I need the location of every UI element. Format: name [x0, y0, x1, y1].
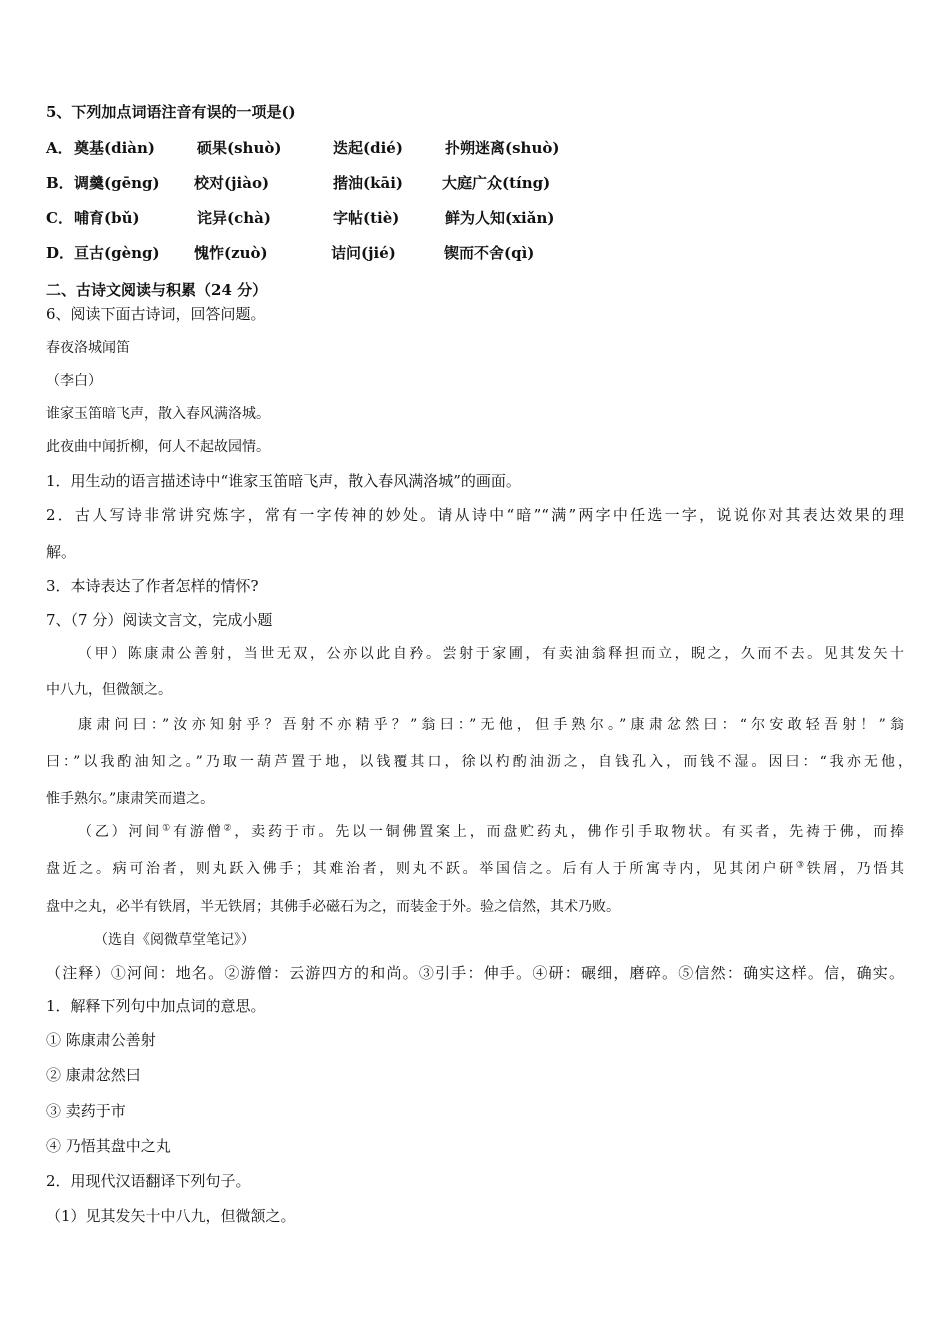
option-item: 奠基(diàn) [74, 139, 156, 157]
option-letter: D． [46, 244, 75, 262]
footnote-marker: ③ [795, 860, 807, 871]
passage-text: 铁屑，乃悟其 [806, 861, 904, 877]
poem-title: 春夜洛城闻笛 [46, 340, 130, 356]
passage-jia: 康肃问曰：”汝亦知射乎？吾射不亦精乎？”翁曰：”无他，但手熟尔。”康肃忿然曰：“尔安敢轻吾射！”翁 [78, 717, 904, 733]
passage-text: （乙）河间 [78, 824, 163, 840]
section-title: 二、古诗文阅读与积累（24 分） [46, 281, 268, 299]
option-item: 字帖(tiè) [333, 209, 400, 227]
option-item: 亘古(gèng) [74, 244, 160, 262]
option-letter: C． [46, 209, 73, 227]
q7-sub2: 2．用现代汉语翻译下列句子。 [46, 1172, 251, 1190]
footnote-marker: ② [223, 823, 235, 834]
q7-sub1-item: ④ 乃悟其盘中之丸 [46, 1137, 171, 1155]
option-item: 揩油(kāi) [333, 174, 404, 192]
q6-sub2: 2．古人写诗非常讲究炼字，常有一字传神的妙处。请从诗中“暗”“满”两字中任选一字，说说你对其表达效果的理 [46, 506, 904, 524]
passage-jia: （甲）陈康肃公善射，当世无双，公亦以此自矜。尝射于家圃，有卖油翁释担而立，睨之，久而不去。见其发矢十 [78, 646, 904, 662]
option-item: 鲜为人知(xiǎn) [445, 209, 555, 227]
option-item: 诘问(jié) [331, 244, 396, 262]
option-letter: A． [46, 139, 73, 157]
option-item: 愧怍(zuò) [194, 244, 268, 262]
q7-sub1-item: ① 陈康肃公善射 [46, 1031, 156, 1049]
passage-yi: 盘中之丸，必半有铁屑，半无铁屑；其佛手必磁石为之，而装金于外。验之信然，其术乃败。 [46, 899, 620, 915]
footnote-marker: ① [162, 823, 173, 834]
passage-text: 有游僧 [172, 824, 224, 840]
option-item: 大庭广众(tíng) [442, 174, 551, 192]
option-item: 硕果(shuò) [197, 139, 282, 157]
passage-text: ，卖药于市。先以一铜佛置案上，而盘贮药丸，佛作引手取物状。有买者，先祷于佛，而捧 [234, 824, 905, 840]
option-item: 诧异(chà) [197, 209, 271, 227]
q7-sub1-item: ③ 卖药于市 [46, 1102, 126, 1120]
q7-sub2-item: （1）见其发矢十中八九，但微颔之。 [46, 1207, 296, 1225]
option-item: 扑朔迷离(shuò) [445, 139, 560, 157]
option-item: 哺育(bǔ) [74, 209, 140, 227]
option-item: 校对(jiào) [194, 174, 270, 192]
passage-source: （选自《阅微草堂笔记》） [94, 932, 255, 948]
passage-yi [46, 859, 904, 879]
passage-yi [78, 822, 904, 842]
notes: （注释）①河间：地名。②游僧：云游四方的和尚。③引手：伸手。④研：碾细，磨碎。⑤信然：确实这样。信，确实。 [46, 964, 904, 982]
option-letter: B． [46, 174, 74, 192]
passage-jia: 惟手熟尔。”康肃笑而遣之。 [46, 791, 215, 807]
q7-sub1: 1．解释下列句中加点词的意思。 [46, 997, 266, 1015]
passage-text: 盘近之。病可治者，则丸跃入佛手；其难治者，则丸不跃。举国信之。后有人于所寓寺内，见其闭户研 [46, 861, 796, 877]
poem-line: 此夜曲中闻折柳，何人不起故园情。 [46, 439, 270, 455]
poem-author: （李白） [46, 373, 102, 389]
q7-sub1-item: ② 康肃忿然曰 [46, 1066, 141, 1084]
poem-line: 谁家玉笛暗飞声，散入春风满洛城。 [46, 406, 270, 422]
option-item: 迭起(dié) [333, 139, 403, 157]
q6-sub3: 3．本诗表达了作者怎样的情怀? [46, 577, 259, 595]
q6-stem: 6、阅读下面古诗词，回答问题。 [46, 305, 266, 323]
passage-jia: 曰：”以我酌油知之。”乃取一葫芦置于地，以钱覆其口，徐以杓酌油沥之，自钱孔入，而钱不湿。因曰：“我亦无他， [46, 754, 912, 770]
option-item: 调羹(gēng) [74, 174, 160, 192]
q7-stem: 7、（7 分）阅读文言文，完成小题 [46, 611, 273, 629]
q5-stem: 5、下列加点词语注音有误的一项是() [46, 103, 296, 121]
q6-sub1: 1．用生动的语言描述诗中“谁家玉笛暗飞声，散入春风满洛城”的画面。 [46, 472, 521, 490]
option-item: 锲而不舍(qì) [444, 244, 535, 262]
q6-sub2-cont: 解。 [46, 543, 77, 561]
passage-jia: 中八九，但微颔之。 [46, 682, 172, 698]
